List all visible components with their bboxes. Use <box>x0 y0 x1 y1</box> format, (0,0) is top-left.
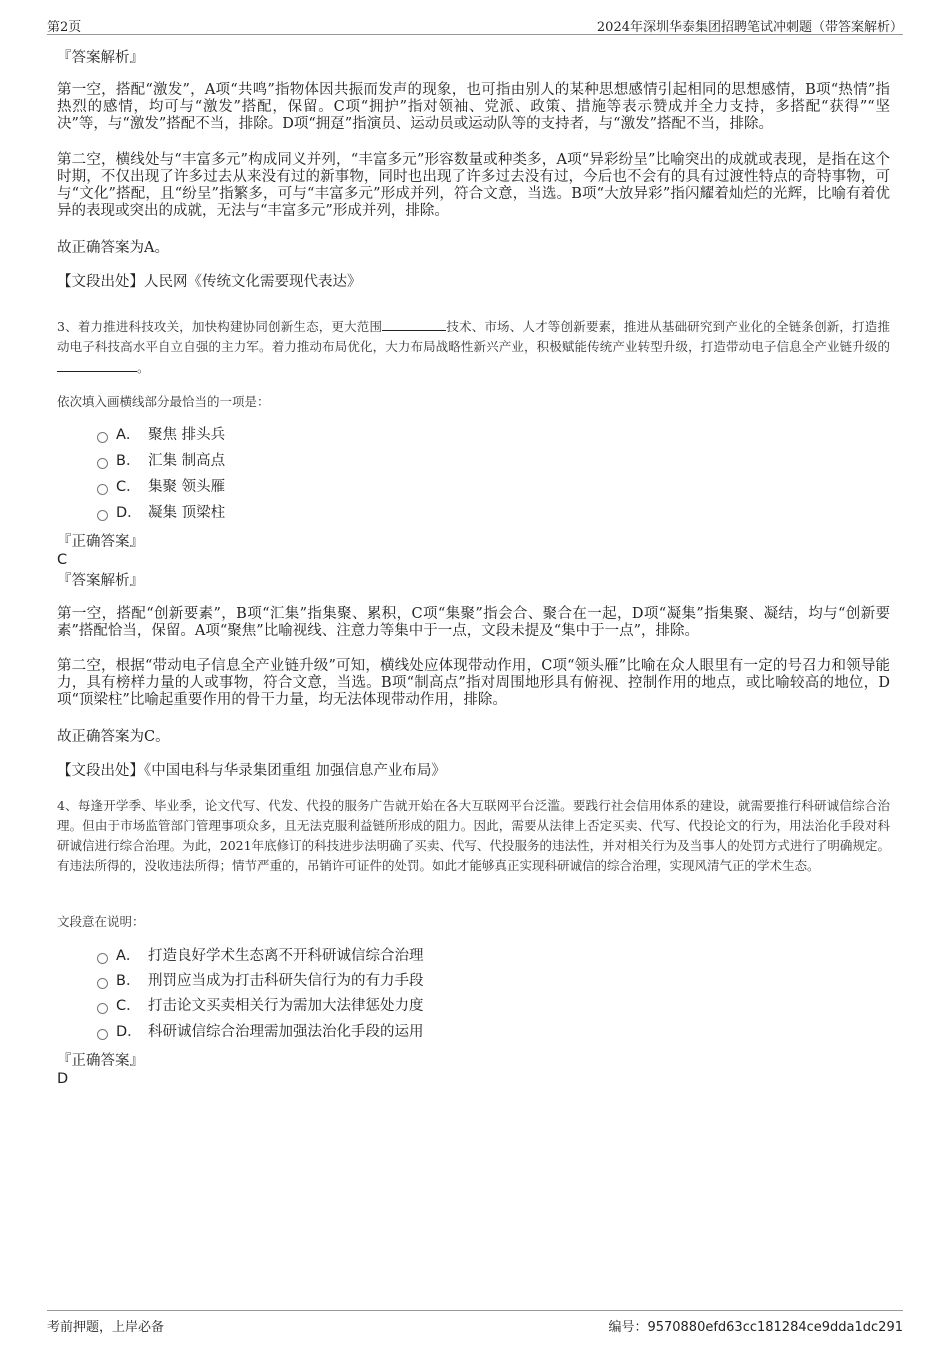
footer-slogan: 考前押题，上岸必备 <box>47 1320 165 1335</box>
q3-answer: C <box>57 552 68 568</box>
q3-analysis-label: 『答案解析』 <box>57 573 144 589</box>
radio-icon[interactable] <box>97 1003 108 1014</box>
radio-icon[interactable] <box>97 458 108 469</box>
q2-analysis-label: 『答案解析』 <box>57 50 144 66</box>
q4-option-d[interactable]: D． 科研诚信综合治理需加强法治化手段的运用 <box>97 1022 424 1042</box>
q3-analysis-para1: 第一空，搭配“创新要素”，B项“汇集”指集聚、累积，C项“集聚”指会合、聚合在一起，D项“凝集”指集聚、凝结，均与“创新要素”搭配恰当，保留。A项“聚焦”比喻视线、注意力等集中于一点，文段未提及“集中于一点”，排除。 <box>57 606 890 639</box>
q3-option-b[interactable]: B． 汇集 制高点 <box>97 451 225 471</box>
q3-option-a[interactable]: A． 聚焦 排头兵 <box>97 425 225 445</box>
radio-icon[interactable] <box>97 953 108 964</box>
document-id: 编号：9570880efd63cc181284ce9dda1dc291 <box>608 1320 903 1335</box>
q3-blank-1 <box>382 316 446 331</box>
q3-source: 【文段出处】《中国电科与华录集团重组 加强信息产业布局》 <box>57 763 446 779</box>
q3-analysis-para2: 第二空，根据“带动电子信息全产业链升级”可知，横线处应体现带动作用，C项“领头雁”比喻在众人眼里有一定的号召力和领导能力，具有榜样力量的人或事物，符合文意，当选。B项“制高点”指对周围地形具有俯视、控制作用的地点，或比喻较高的地位，D项“顶梁柱”比喻起重要作用的骨干力量，均无法体现带动作用，排除。 <box>57 658 890 708</box>
q2-conclusion: 故正确答案为A。 <box>57 240 169 256</box>
q3-answer-label: 『正确答案』 <box>57 534 144 550</box>
radio-icon[interactable] <box>97 484 108 495</box>
q4-option-c[interactable]: C． 打击论文买卖相关行为需加大法律惩处力度 <box>97 996 424 1016</box>
q3-option-d[interactable]: D． 凝集 顶梁柱 <box>97 503 225 523</box>
q4-option-b[interactable]: B． 刑罚应当成为打击科研失信行为的有力手段 <box>97 971 424 991</box>
q3-conclusion: 故正确答案为C。 <box>57 729 170 745</box>
q2-analysis-para1: 第一空，搭配“激发”，A项“共鸣”指物体因共振而发声的现象，也可指由别人的某种思想感情引起相同的思想感情，B项“热情”指热烈的感情，均可与“激发”搭配，保留。C项“拥护”指对领袖、党派、政策、措施等表示赞成并全力支持，多搭配“获得”“坚决”等，与“激发”搭配不当，排除。D项“拥趸”指演员、运动员或运动队等的支持者，与“激发”搭配不当，排除。 <box>57 82 890 132</box>
q3-blank-2 <box>57 357 137 372</box>
radio-icon[interactable] <box>97 1029 108 1040</box>
q3-prompt: 依次填入画横线部分最恰当的一项是： <box>57 394 270 409</box>
q4-option-a[interactable]: A． 打造良好学术生态离不开科研诚信综合治理 <box>97 946 424 966</box>
radio-icon[interactable] <box>97 978 108 989</box>
page-number: 第2页 <box>47 20 82 35</box>
page-header <box>47 14 903 35</box>
q4-answer-label: 『正确答案』 <box>57 1053 144 1069</box>
q3-option-c[interactable]: C． 集聚 领头雁 <box>97 477 225 497</box>
q4-answer: D <box>57 1071 69 1087</box>
q4-prompt: 文段意在说明： <box>57 914 145 929</box>
q2-source: 【文段出处】人民网《传统文化需要现代表达》 <box>57 274 362 290</box>
radio-icon[interactable] <box>97 432 108 443</box>
document-title: 2024年深圳华泰集团招聘笔试冲刺题（带答案解析） <box>596 20 903 35</box>
q3-question-text: 3、着力推进科技攻关，加快构建协同创新生态，更大范围 技术、市场、人才等创新要素，推进从基础研究到产业化的全链条创新，打造推动电子科技高水平自立自强的主力军。着力推动布局优化，大力布局战略性新兴产业，积极赋能传统产业转型升级，打造带动电子信息全产业链升级的。 <box>57 316 890 378</box>
radio-icon[interactable] <box>97 510 108 521</box>
page-footer <box>47 1310 903 1333</box>
q4-question-text: 4、每逢开学季、毕业季，论文代写、代发、代投的服务广告就开始在各大互联网平台泛滥。要践行社会信用体系的建设，就需要推行科研诚信综合治理。但由于市场监管部门管理事项众多，且无法克服利益链所形成的阻力。因此，需要从法律上否定买卖、代写、代投论文的行为，用法治化手段对科研诚信进行综合治理。为此，2021年底修订的科技进步法明确了买卖、代写、代投服务的违法性，并对相关行为及当事人的处罚方式进行了明确规定。有违法所得的，没收违法所得；情节严重的，吊销许可证件的处罚。如此才能够真正实现科研诚信的综合治理，实现风清气正的学术生态。 <box>57 798 890 873</box>
q2-analysis-para2: 第二空，横线处与“丰富多元”构成同义并列，“丰富多元”形容数量或种类多，A项“异彩纷呈”比喻突出的成就或表现，是指在这个时期，不仅出现了许多过去从来没有过的新事物，同时也出现了许多过去没有过，今后也不会有的具有过渡性特点的奇特事物，可与“文化”搭配，且“纷呈”指繁多，可与“丰富多元”形成并列，符合文意，当选。B项“大放异彩”指闪耀着灿烂的光辉，比喻有着优异的表现或突出的成就，无法与“丰富多元”形成并列，排除。 <box>57 152 890 219</box>
